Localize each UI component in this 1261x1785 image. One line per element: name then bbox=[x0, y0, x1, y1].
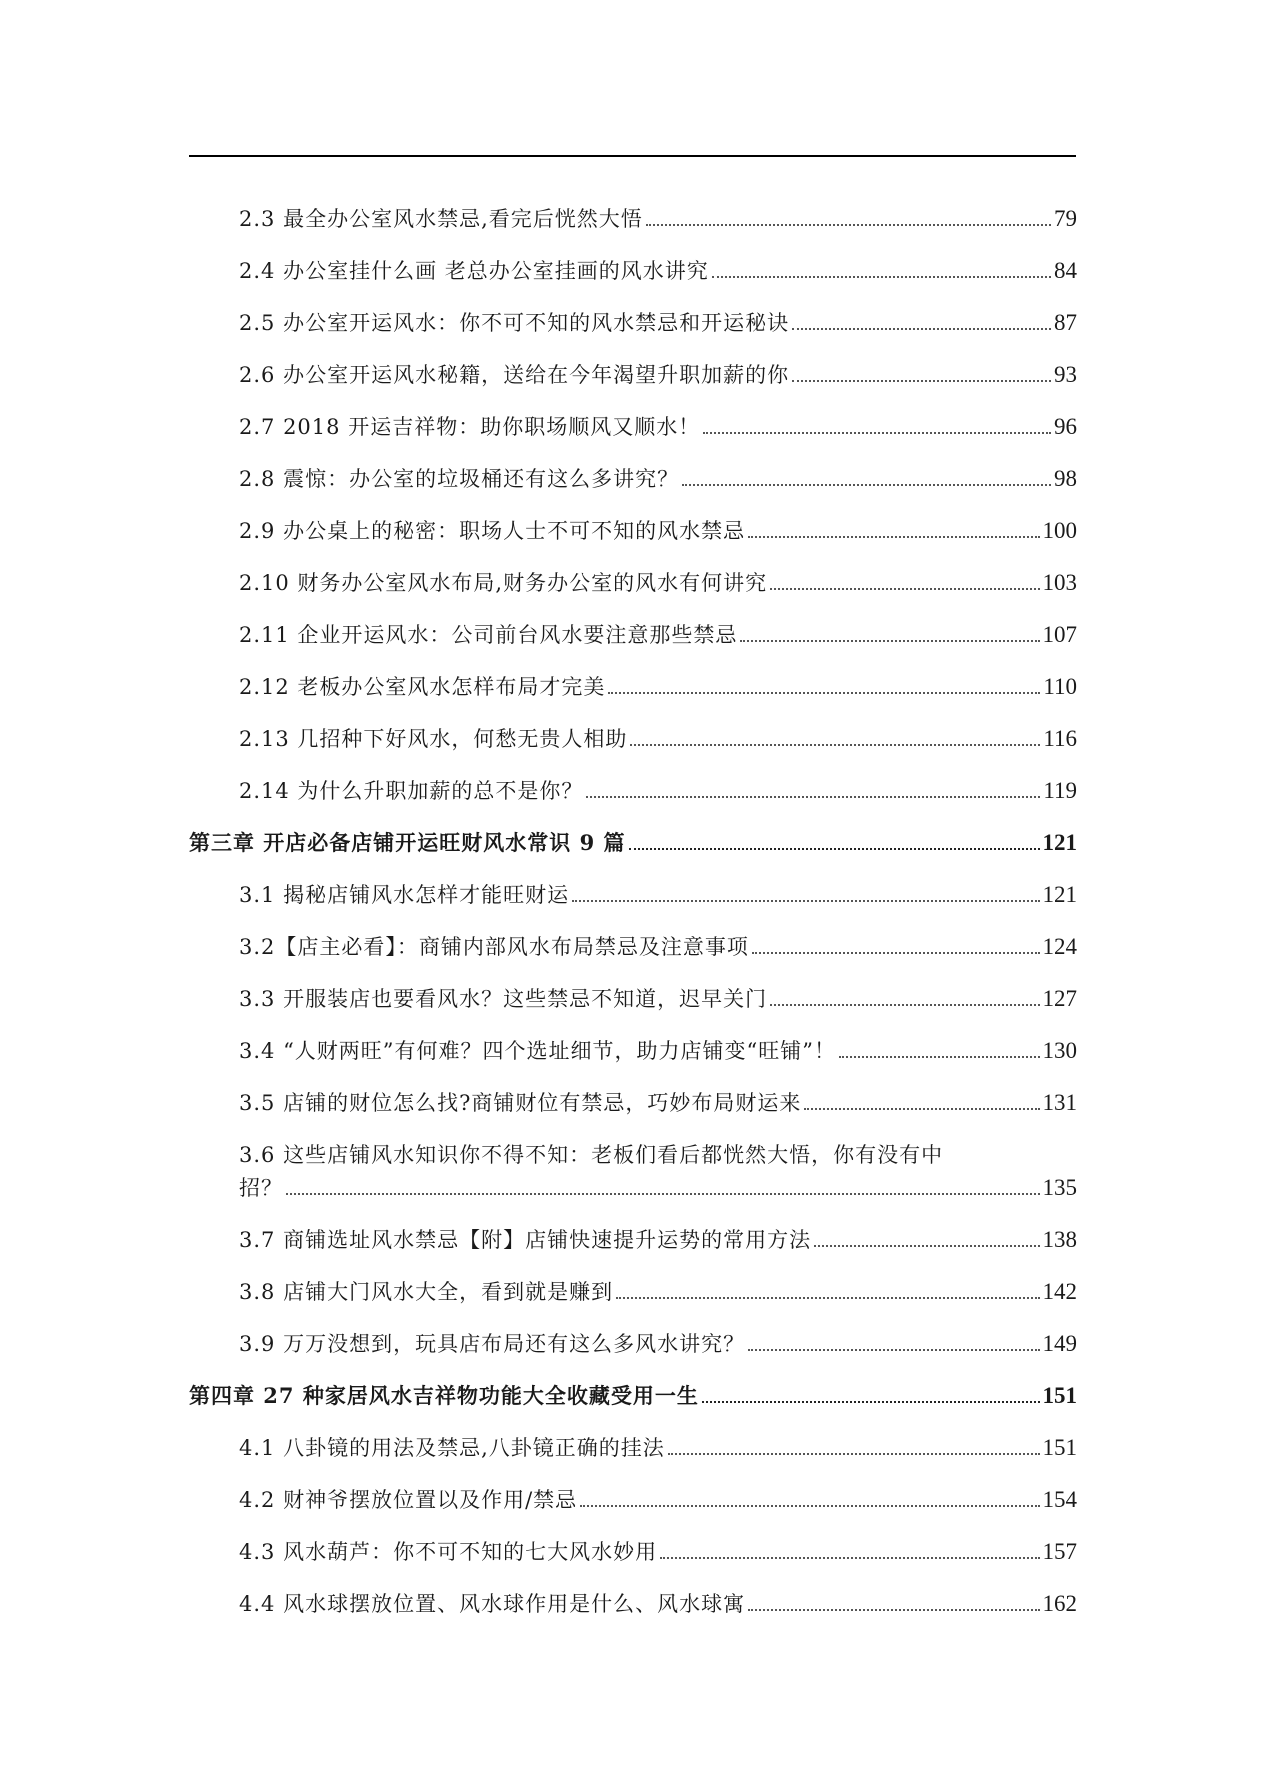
dot-leader bbox=[839, 1056, 1039, 1058]
toc-entry-title: 2.5 办公室开运风水：你不可不知的风水禁忌和开运秘诀 bbox=[239, 311, 790, 335]
toc-entry[interactable] bbox=[189, 569, 1077, 597]
toc-chapter-title: 第三章 开店必备店铺开运旺财风水常识 9 篇 bbox=[189, 830, 626, 855]
toc-page-number: 130 bbox=[1042, 1038, 1077, 1063]
toc-entry[interactable] bbox=[189, 465, 1077, 493]
dot-leader bbox=[660, 1557, 1039, 1559]
toc-entry-title: 3.3 开服装店也要看风水？这些禁忌不知道，迟早关门 bbox=[239, 987, 768, 1011]
dot-leader bbox=[770, 1004, 1039, 1006]
dot-leader bbox=[616, 1297, 1039, 1299]
toc-entry-title: 2.12 老板办公室风水怎样布局才完美 bbox=[239, 675, 606, 699]
toc-page-number: 103 bbox=[1042, 570, 1077, 595]
toc-entry-continuation bbox=[239, 1174, 1077, 1202]
toc-entry[interactable] bbox=[189, 673, 1077, 701]
toc-chapter-entry[interactable] bbox=[189, 829, 1077, 857]
toc-entry-title: 2.8 震惊：办公室的垃圾桶还有这么多讲究？ bbox=[239, 467, 680, 491]
toc-page-number: 142 bbox=[1042, 1279, 1077, 1304]
toc-entry-title: 2.14 为什么升职加薪的总不是你？ bbox=[239, 779, 584, 803]
dot-leader bbox=[608, 692, 1040, 694]
toc-page-number: 127 bbox=[1042, 986, 1077, 1011]
toc-entry-title: 4.1 八卦镜的用法及禁忌,八卦镜正确的挂法 bbox=[239, 1436, 665, 1460]
dot-leader bbox=[646, 224, 1051, 226]
toc-page-number: 98 bbox=[1054, 466, 1077, 491]
toc-page-number: 96 bbox=[1054, 414, 1077, 439]
toc-entry[interactable] bbox=[189, 413, 1077, 441]
toc-entry[interactable] bbox=[189, 933, 1077, 961]
toc-page-number: 116 bbox=[1043, 726, 1077, 751]
dot-leader bbox=[752, 952, 1040, 954]
dot-leader bbox=[748, 536, 1039, 538]
dot-leader bbox=[682, 484, 1051, 486]
toc-entry-title: 4.3 风水葫芦：你不可不知的七大风水妙用 bbox=[239, 1540, 658, 1564]
dot-leader bbox=[586, 796, 1040, 798]
toc-entry[interactable] bbox=[189, 257, 1077, 285]
toc-page-number: 135 bbox=[1042, 1175, 1077, 1200]
toc-page-number: 124 bbox=[1042, 934, 1077, 959]
toc-entry-title: 2.13 几招种下好风水，何愁无贵人相助 bbox=[239, 727, 628, 751]
toc-entry[interactable] bbox=[189, 1278, 1077, 1306]
dot-leader bbox=[740, 640, 1039, 642]
toc-entry-title: 3.1 揭秘店铺风水怎样才能旺财运 bbox=[239, 883, 570, 907]
toc-entry[interactable] bbox=[189, 621, 1077, 649]
toc-entry[interactable] bbox=[189, 1538, 1077, 1566]
toc-entry-title: 2.7 2018 开运吉祥物：助你职场顺风又顺水！ bbox=[239, 415, 701, 439]
toc-page-number: 151 bbox=[1042, 1435, 1077, 1460]
toc-chapter-title: 第四章 27 种家居风水吉祥物功能大全收藏受用一生 bbox=[189, 1383, 699, 1408]
toc-entry[interactable] bbox=[189, 1590, 1077, 1618]
toc-page-number: 151 bbox=[1042, 1383, 1077, 1408]
dot-leader bbox=[668, 1453, 1040, 1455]
dot-leader bbox=[748, 1349, 1039, 1351]
toc-entry-title: 3.9 万万没想到，玩具店布局还有这么多风水讲究？ bbox=[239, 1332, 746, 1356]
toc-entry-title: 4.2 财神爷摆放位置以及作用/禁忌 bbox=[239, 1488, 578, 1512]
toc-page-number: 107 bbox=[1042, 622, 1077, 647]
dot-leader bbox=[630, 744, 1040, 746]
toc-entry[interactable] bbox=[189, 1330, 1077, 1358]
toc-entry-title: 2.11 企业开运风水：公司前台风水要注意那些禁忌 bbox=[239, 623, 738, 647]
dot-leader bbox=[770, 588, 1039, 590]
toc-page-number: 121 bbox=[1042, 830, 1077, 855]
toc-entry[interactable] bbox=[189, 309, 1077, 337]
toc-entry[interactable] bbox=[189, 205, 1077, 233]
toc-entry[interactable] bbox=[189, 985, 1077, 1013]
toc-entry-title: 2.6 办公室开运风水秘籍，送给在今年渴望升职加薪的你 bbox=[239, 363, 790, 387]
toc-entry-title: 3.7 商铺选址风水禁忌【附】店铺快速提升运势的常用方法 bbox=[239, 1228, 812, 1252]
dot-leader bbox=[580, 1505, 1039, 1507]
toc-page-number: 93 bbox=[1054, 362, 1077, 387]
toc-page-number: 149 bbox=[1042, 1331, 1077, 1356]
toc-page-number: 162 bbox=[1042, 1591, 1077, 1616]
toc-entry-title: 3.2【店主必看】：商铺内部风水布局禁忌及注意事项 bbox=[239, 935, 749, 959]
toc-entry-title: 2.4 办公室挂什么画 老总办公室挂画的风水讲究 bbox=[239, 259, 709, 283]
toc-entry-title-continued: 招？ bbox=[239, 1176, 283, 1200]
toc-page-number: 154 bbox=[1042, 1487, 1077, 1512]
toc-entry[interactable] bbox=[189, 1089, 1077, 1117]
toc-page-number: 157 bbox=[1042, 1539, 1077, 1564]
dot-leader bbox=[814, 1245, 1039, 1247]
toc-page-number: 110 bbox=[1043, 674, 1077, 699]
dot-leader bbox=[702, 1401, 1040, 1403]
table-of-contents bbox=[189, 205, 1077, 1642]
dot-leader bbox=[792, 328, 1051, 330]
toc-page-number: 138 bbox=[1042, 1227, 1077, 1252]
dot-leader bbox=[792, 380, 1051, 382]
header-rule bbox=[189, 155, 1076, 157]
toc-entry[interactable] bbox=[189, 777, 1077, 805]
toc-entry-title: 3.5 店铺的财位怎么找?商铺财位有禁忌，巧妙布局财运来 bbox=[239, 1091, 802, 1115]
toc-chapter-entry[interactable] bbox=[189, 1382, 1077, 1410]
toc-entry-title: 2.9 办公桌上的秘密：职场人士不可不知的风水禁忌 bbox=[239, 519, 746, 543]
toc-entry[interactable] bbox=[189, 517, 1077, 545]
dot-leader bbox=[804, 1108, 1039, 1110]
toc-page-number: 79 bbox=[1054, 206, 1077, 231]
toc-entry-title: 3.8 店铺大门风水大全，看到就是赚到 bbox=[239, 1280, 614, 1304]
toc-entry[interactable] bbox=[189, 1226, 1077, 1254]
toc-page-number: 87 bbox=[1054, 310, 1077, 335]
toc-page-number: 131 bbox=[1042, 1090, 1077, 1115]
toc-entry[interactable] bbox=[189, 361, 1077, 389]
toc-entry-title: 3.6 这些店铺风水知识你不得不知：老板们看后都恍然大悟，你有没有中 bbox=[239, 1143, 944, 1167]
dot-leader bbox=[748, 1609, 1039, 1611]
toc-entry[interactable] bbox=[189, 1141, 1077, 1202]
dot-leader bbox=[712, 276, 1051, 278]
dot-leader bbox=[629, 848, 1040, 850]
toc-entry-title: 2.3 最全办公室风水禁忌,看完后恍然大悟 bbox=[239, 207, 643, 231]
toc-entry[interactable] bbox=[189, 725, 1077, 753]
dot-leader bbox=[572, 900, 1039, 902]
dot-leader bbox=[286, 1193, 1040, 1195]
toc-entry-title: 4.4 风水球摆放位置、风水球作用是什么、风水球寓 bbox=[239, 1592, 746, 1616]
toc-page-number: 100 bbox=[1042, 518, 1077, 543]
dot-leader bbox=[703, 432, 1051, 434]
toc-page-number: 119 bbox=[1043, 778, 1077, 803]
toc-page-number: 84 bbox=[1054, 258, 1077, 283]
toc-entry[interactable] bbox=[189, 1486, 1077, 1514]
toc-entry[interactable] bbox=[189, 1434, 1077, 1462]
toc-page-number: 121 bbox=[1042, 882, 1077, 907]
toc-entry-title: 3.4 “人财两旺”有何难？四个选址细节，助力店铺变“旺铺”！ bbox=[239, 1039, 837, 1063]
toc-entry[interactable] bbox=[189, 881, 1077, 909]
toc-entry-title: 2.10 财务办公室风水布局,财务办公室的风水有何讲究 bbox=[239, 571, 768, 595]
toc-entry[interactable] bbox=[189, 1037, 1077, 1065]
